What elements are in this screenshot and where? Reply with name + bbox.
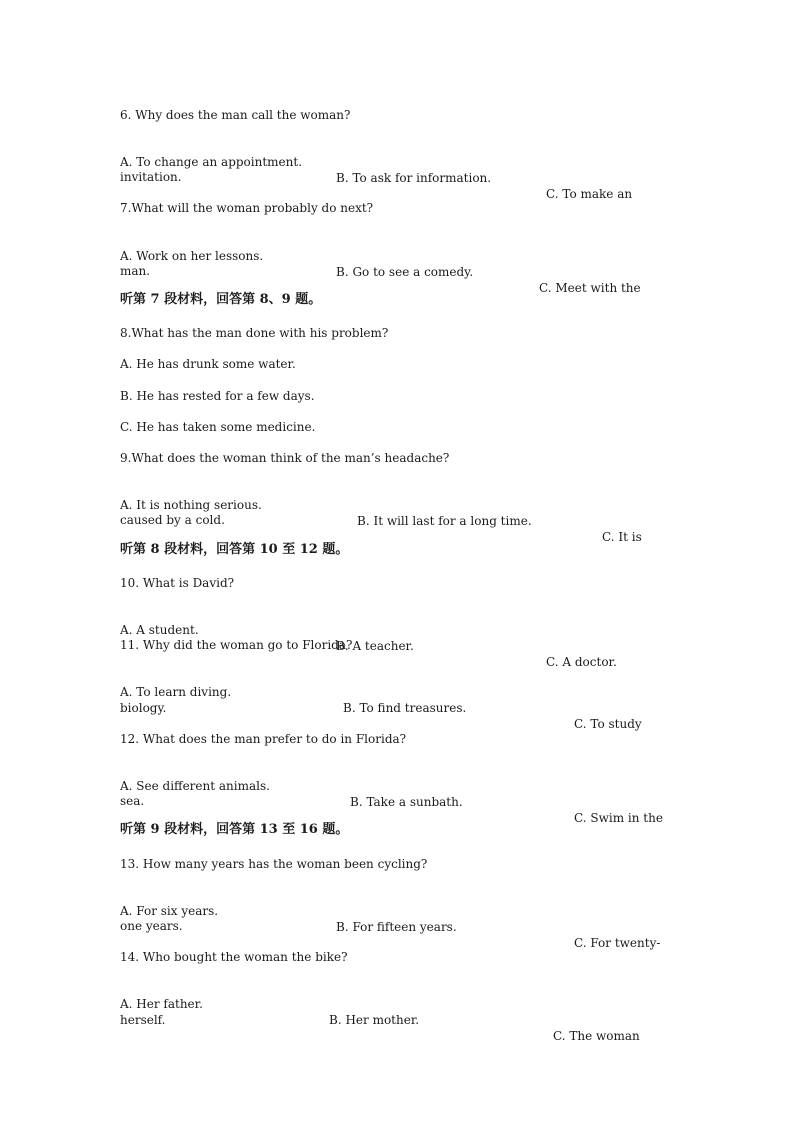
option-a: A. Work on her lessons.: [120, 249, 264, 263]
question-6: 6. Why does the man call the woman?: [120, 108, 351, 122]
option-b: B. He has rested for a few days.: [120, 389, 315, 403]
question-8: 8.What has the man done with his problem?: [120, 326, 389, 340]
option-b: B. It will last for a long time.: [357, 514, 532, 528]
option-a: A. See different animals.: [120, 779, 270, 793]
option-c: C. The woman: [553, 1029, 640, 1043]
question-11: 11. Why did the woman go to Florida?: [120, 638, 353, 652]
question-14: 14. Who bought the woman the bike?: [120, 950, 348, 964]
option-a: A. To learn diving.: [120, 685, 232, 699]
option-b: B. Go to see a comedy.: [336, 265, 474, 279]
question-7: 7.What will the woman probably do next?: [120, 201, 374, 215]
question-13: 13. How many years has the woman been cycling?: [120, 857, 428, 871]
option-continuation: invitation.: [120, 170, 182, 184]
option-b: B. A teacher.: [336, 639, 414, 653]
option-continuation: one years.: [120, 919, 183, 933]
option-continuation: caused by a cold.: [120, 513, 225, 527]
question-10: 10. What is David?: [120, 576, 235, 590]
option-b: B. For fifteen years.: [336, 920, 457, 934]
option-b: B. To ask for information.: [336, 171, 492, 185]
option-a: A. To change an appointment.: [120, 155, 303, 169]
option-b: B. To find treasures.: [343, 701, 467, 715]
option-c: C. To study: [574, 717, 642, 731]
option-c: C. To make an: [546, 187, 633, 201]
option-c: C. Swim in the: [574, 811, 663, 825]
option-c: C. For twenty-: [574, 936, 661, 950]
option-c: C. A doctor.: [546, 655, 617, 669]
option-continuation: herself.: [120, 1013, 166, 1027]
option-a: A. A student.: [120, 623, 199, 637]
option-b: B. Her mother.: [329, 1013, 420, 1027]
question-9: 9.What does the woman think of the man’s headache?: [120, 451, 450, 465]
option-c: C. He has taken some medicine.: [120, 420, 316, 434]
option-c: C. It is: [602, 530, 642, 544]
question-12: 12. What does the man prefer to do in Florida?: [120, 732, 407, 746]
option-c: C. Meet with the: [539, 281, 641, 295]
option-a: A. He has drunk some water.: [120, 357, 296, 371]
option-continuation: sea.: [120, 794, 145, 808]
section-heading: 听第 9 段材料，回答第 13 至 16 题。: [120, 822, 349, 837]
section-heading: 听第 7 段材料，回答第 8、9 题。: [120, 292, 322, 307]
option-a: A. For six years.: [120, 904, 219, 918]
option-a: A. It is nothing serious.: [120, 498, 262, 512]
option-continuation: biology.: [120, 701, 167, 715]
option-b: B. Take a sunbath.: [350, 795, 463, 809]
option-a: A. Her father.: [120, 997, 203, 1011]
option-continuation: man.: [120, 264, 151, 278]
section-heading: 听第 8 段材料，回答第 10 至 12 题。: [120, 542, 349, 557]
